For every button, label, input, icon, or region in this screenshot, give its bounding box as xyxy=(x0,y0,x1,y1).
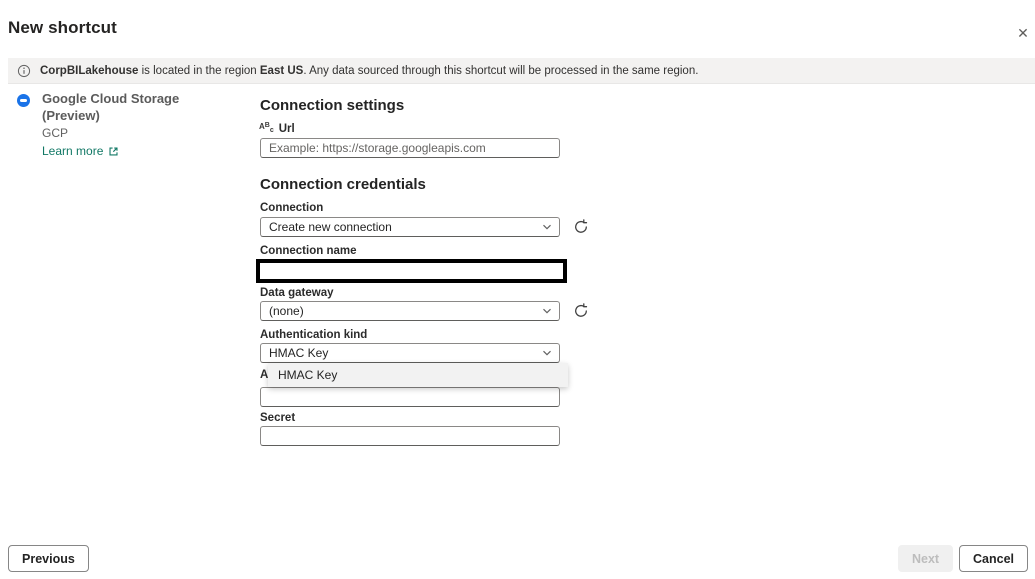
learn-more-link[interactable] xyxy=(42,144,119,158)
banner-region: East US xyxy=(259,64,304,77)
connection-dropdown-value: Create new connection xyxy=(269,220,392,234)
dialog-title: New shortcut xyxy=(8,18,117,37)
connection-dropdown[interactable] xyxy=(260,217,560,237)
dropdown-option-hmac-key[interactable]: HMAC Key xyxy=(268,363,568,387)
data-gateway-dropdown-value: (none) xyxy=(269,304,304,318)
next-button[interactable]: Next xyxy=(898,545,953,572)
chevron-down-icon xyxy=(541,221,553,233)
connection-label: Connection xyxy=(260,202,324,214)
access-key-label-obscured: A xyxy=(260,369,269,381)
banner-text: CorpBILakehouse is located in the region East US. Any data sourced through this shortcut will be processed in the same region. xyxy=(40,64,699,77)
url-label: Url xyxy=(278,122,295,135)
previous-button[interactable]: Previous xyxy=(8,545,89,572)
data-gateway-dropdown[interactable] xyxy=(260,301,560,321)
chevron-down-icon xyxy=(541,305,553,317)
connection-credentials-heading: Connection credentials xyxy=(260,176,426,193)
banner-lakehouse-name: CorpBILakehouse xyxy=(40,64,139,77)
google-cloud-storage-icon xyxy=(17,94,30,107)
authentication-kind-label: Authentication kind xyxy=(260,329,368,341)
info-icon xyxy=(17,64,31,78)
secret-label: Secret xyxy=(260,412,296,424)
data-gateway-label: Data gateway xyxy=(260,287,334,299)
authentication-kind-dropdown[interactable] xyxy=(260,343,560,363)
external-link-icon xyxy=(108,146,119,157)
source-name: Google Cloud Storage (Preview) xyxy=(42,91,180,123)
cancel-button[interactable]: Cancel xyxy=(959,545,1028,572)
text-type-icon: $A^Bc$ xyxy=(259,122,274,134)
connection-settings-heading: Connection settings xyxy=(260,97,405,114)
access-key-input[interactable] xyxy=(260,387,560,407)
refresh-gateways-icon[interactable] xyxy=(572,302,589,319)
region-info-banner xyxy=(8,58,1035,84)
authentication-kind-flyout xyxy=(268,363,568,387)
authentication-kind-value: HMAC Key xyxy=(269,346,329,360)
source-provider: GCP xyxy=(42,126,69,140)
connection-name-input[interactable] xyxy=(256,259,567,283)
url-input[interactable] xyxy=(260,138,560,158)
secret-input[interactable] xyxy=(260,426,560,446)
connection-name-label: Connection name xyxy=(260,245,357,257)
close-icon[interactable]: ✕ xyxy=(1017,24,1029,41)
refresh-connections-icon[interactable] xyxy=(572,218,589,235)
chevron-down-icon xyxy=(541,347,553,359)
learn-more-label: Learn more xyxy=(42,144,104,158)
